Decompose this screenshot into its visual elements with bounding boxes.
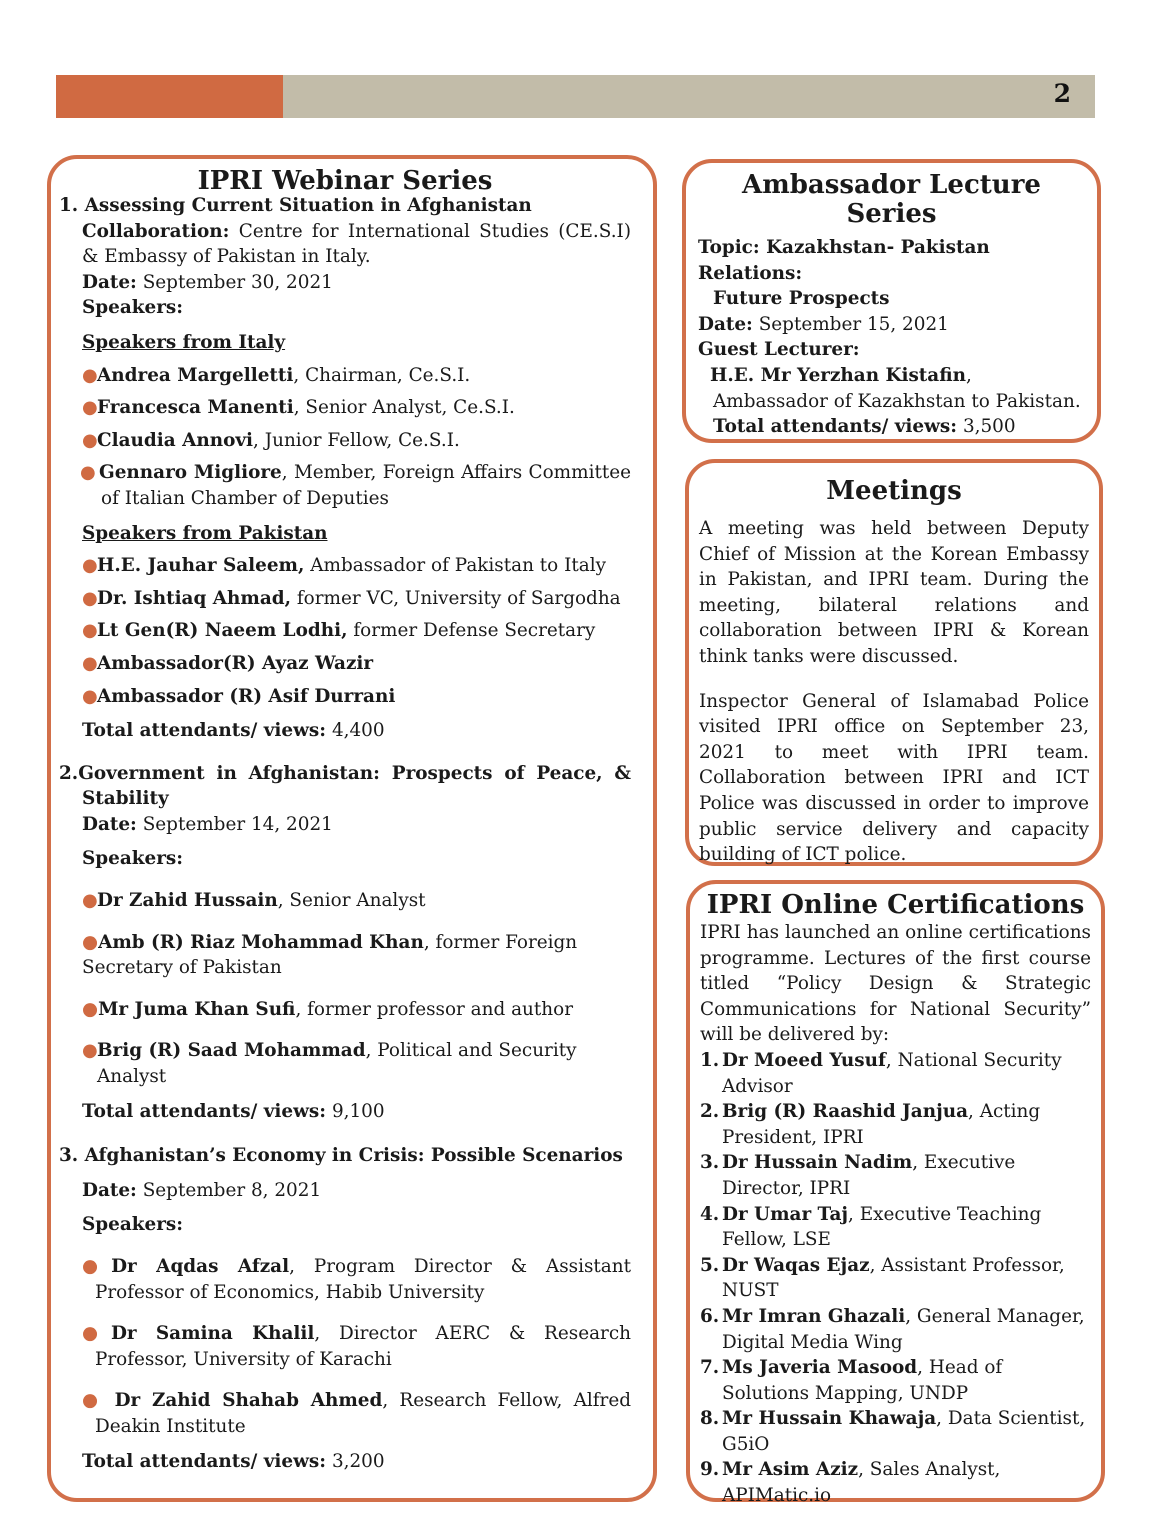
- certifications-intro: IPRI has launched an online certifications programme. Lectures of the first course titled “Policy Design & Strategic Communications for National Security” will be delivered by:: [700, 922, 1091, 1046]
- meetings-paragraph-2: Inspector General of Islamabad Police visited IPRI office on September 23, 2021 to meet with IPRI team. Collaboration between IPRI and ICT Police was discussed in order to improve public service delivery and capacity building of ICT police.: [699, 690, 1089, 866]
- speaker-item: ●Dr Aqdas Afzal, Program Director & Assistant Professor of Economics, Habib University: [82, 1256, 631, 1303]
- speaker-item: ● Lt Gen(R) Naeem Lodhi, former Defense Secretary: [59, 618, 631, 644]
- lecturer-item: 2. Brig (R) Raashid Janjua, Acting President, IPRI: [700, 1101, 1041, 1148]
- lecturer-item: 1. Dr Moeed Yusuf, National Security Advisor: [700, 1049, 1062, 1097]
- webinar-1-speakers-label: Speakers:: [82, 297, 184, 319]
- lecturer-item: 7. Ms Javeria Masood, Head of Solutions Mapping, UNDP: [700, 1357, 1003, 1404]
- ambassador-date: Date: September 15, 2021: [698, 313, 949, 335]
- webinar-2-speakers-label: Speakers:: [82, 848, 184, 870]
- speaker-item: ● Dr Zahid Shahab Ahmed, Research Fellow, Alfred Deakin Institute: [82, 1390, 631, 1437]
- webinar-2-total: Total attendants/ views: 9,100: [82, 1100, 385, 1122]
- speaker-item: ● Brig (R) Saad Mohammad, Political and Security Analyst: [82, 1040, 577, 1088]
- bullet-icon: ●: [82, 685, 98, 707]
- speaker-item: ● Ambassador(R) Ayaz Wazir: [59, 651, 631, 677]
- meetings-panel: [685, 459, 1103, 866]
- ambassador-topic-cont: Future Prospects: [713, 288, 890, 310]
- lecturer-item: 6. Mr Imran Ghazali, General Manager, Digital Media Wing: [700, 1305, 1085, 1353]
- lecturer-item: 8. Mr Hussain Khawaja, Data Scientist, G5iO: [700, 1408, 1086, 1455]
- bullet-icon: ●: [82, 429, 98, 451]
- webinar-2-heading: 2.Government in Afghanistan: Prospects of Peace, &: [59, 762, 631, 784]
- bullet-icon: ●: [82, 555, 98, 577]
- page-number: 2: [1053, 79, 1071, 108]
- bullet-icon: ●: [82, 1323, 111, 1345]
- bullet-icon: ●: [82, 998, 99, 1020]
- webinar-1-heading: 1. Assessing Current Situation in Afghanistan: [59, 195, 532, 216]
- webinar-2-date: Date: September 14, 2021: [82, 813, 333, 835]
- bullet-icon: ●: [82, 587, 98, 609]
- ambassador-title-line2: Series: [846, 199, 937, 229]
- speaker-item: ●Mr Juma Khan Sufi, former professor and author: [82, 998, 574, 1020]
- meetings-title: Meetings: [826, 476, 962, 506]
- speakers-italy-heading: Speakers from Italy: [82, 331, 286, 353]
- lecturer-item: 9. Mr Asim Aziz, Sales Analyst, APIMatic.io: [700, 1459, 1001, 1507]
- bullet-icon: ●: [82, 620, 98, 642]
- ambassador-topic: Topic: Kazakhstan- Pakistan Relations:: [698, 237, 990, 284]
- ambassador-lecture-panel: [682, 159, 1101, 443]
- webinar-1-date: Date: September 30, 2021: [82, 271, 333, 293]
- ambassador-guest: H.E. Mr Yerzhan Kistafin, Ambassador of Kazakhstan to Pakistan.: [710, 364, 1081, 412]
- bullet-icon: ●: [82, 364, 98, 386]
- speakers-pakistan-heading: Speakers from Pakistan: [82, 522, 328, 544]
- webinar-2-heading-cont: Stability: [82, 788, 169, 810]
- speaker-item: ● H.E. Jauhar Saleem, Ambassador of Pakistan to Italy: [59, 553, 631, 579]
- webinar-series-title: IPRI Webinar Series: [197, 166, 493, 196]
- ambassador-total: Total attendants/ views: 3,500: [713, 416, 1016, 438]
- header-accent-bar: [56, 75, 283, 118]
- webinar-1-total: Total attendants/ views: 4,400: [82, 720, 385, 742]
- speaker-item: ● Ambassador (R) Asif Durrani: [59, 684, 631, 710]
- speaker-item: ● Francesca Manenti, Senior Analyst, Ce.S.I.: [59, 395, 631, 421]
- speaker-item: ● Dr Zahid Hussain, Senior Analyst: [59, 888, 631, 914]
- ambassador-guest-label: Guest Lecturer:: [698, 339, 860, 361]
- header-bar: [283, 75, 1095, 118]
- bullet-icon: ●: [82, 931, 99, 953]
- bullet-icon: ●: [82, 1256, 112, 1277]
- speaker-item: ●Dr Samina Khalil, Director AERC & Research Professor, University of Karachi: [82, 1323, 631, 1370]
- lecturer-item: 5. Dr Waqas Ejaz, Assistant Professor, NUST: [700, 1254, 1065, 1302]
- webinar-series-panel: [47, 155, 657, 1502]
- lecturer-item: 4. Dr Umar Taj, Executive Teaching Fellow, LSE: [700, 1203, 1042, 1251]
- speaker-item: ●Amb (R) Riaz Mohammad Khan, former Foreign Secretary of Pakistan: [82, 931, 578, 979]
- webinar-1-collaboration: Collaboration: Centre for International Studies (CE.S.I) & Embassy of Pakistan in Italy.: [82, 220, 631, 268]
- speaker-item: ● Gennaro Migliore, Member, Foreign Affairs Committee of Italian Chamber of Deputies: [80, 462, 631, 509]
- bullet-icon: ●: [82, 652, 98, 674]
- certifications-panel: [686, 880, 1105, 1507]
- speaker-item: ● Claudia Annovi, Junior Fellow, Ce.S.I.: [59, 428, 631, 454]
- bullet-icon: ●: [80, 462, 96, 484]
- bullet-icon: ●: [82, 1390, 104, 1412]
- lecturer-list: [700, 1048, 1091, 1509]
- webinar-3-speakers-label: Speakers:: [82, 1214, 184, 1236]
- ambassador-title-line1: Ambassador Lecture: [742, 170, 1041, 200]
- webinar-3-date: Date: September 8, 2021: [82, 1179, 322, 1201]
- speaker-item: ● Andrea Margelletti, Chairman, Ce.S.I.: [59, 363, 631, 389]
- bullet-icon: ●: [82, 1040, 98, 1062]
- bullet-icon: ●: [82, 397, 98, 419]
- lecturer-item: 3. Dr Hussain Nadim, Executive Director, IPRI: [700, 1152, 1016, 1199]
- bullet-icon: ●: [82, 890, 98, 912]
- webinar-3-total: Total attendants/ views: 3,200: [82, 1450, 385, 1472]
- speaker-item: ● Dr. Ishtiaq Ahmad, former VC, University of Sargodha: [59, 586, 631, 612]
- meetings-paragraph-1: A meeting was held between Deputy Chief of Mission at the Korean Embassy in Pakistan, and IPRI team. During the meeting, bilateral relations and collaboration between IPRI & Korean think tanks were discussed.: [699, 518, 1089, 667]
- certifications-title: IPRI Online Certifications: [706, 890, 1085, 920]
- webinar-3-heading: 3. Afghanistan’s Economy in Crisis: Possible Scenarios: [59, 1145, 623, 1167]
